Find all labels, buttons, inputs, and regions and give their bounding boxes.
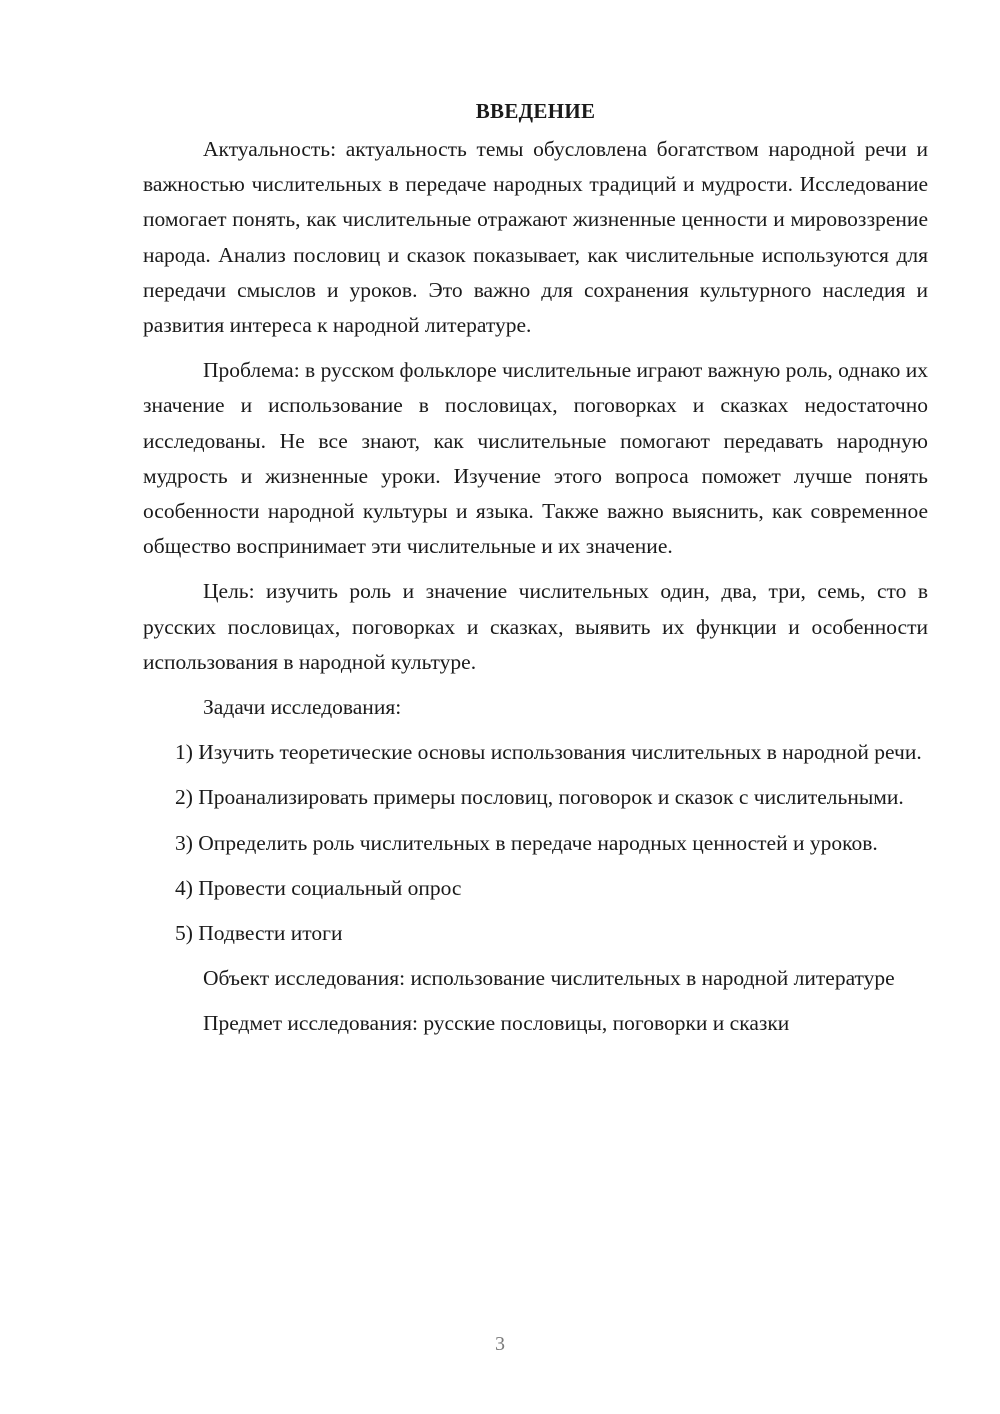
task-item-2: 2) Проанализировать примеры пословиц, поговорок и сказок с числительными. bbox=[175, 785, 904, 810]
task-item-3: 3) Определить роль числительных в передаче народных ценностей и уроков. bbox=[175, 830, 878, 855]
problem-paragraph: Проблема: в русском фольклоре числительные играют важную роль, однако их значение и использование в пословицах, поговорках и сказках недостаточно исследованы. Не все знают, как числительные помогают передавать народную мудрость и жизненные уроки. Изучение этого вопроса поможет лучше понять особенности народной культуры и языка. Также важно выяснить, как современное общество воспринимает эти числительные и их значение. bbox=[143, 358, 928, 559]
object-paragraph: Объект исследования: использование числительных в народной литературе bbox=[203, 966, 895, 991]
relevance-paragraph: Актуальность: актуальность темы обусловлена богатством народной речи и важностью числительных в передаче народных традиций и мудрости. Исследование помогает понять, как числительные отражают жизненные ценности и мировоззрение народа. Анализ пословиц и сказок показывает, как числительные используются для передачи смыслов и уроков. Это важно для сохранения культурного наследия и развития интереса к народной литературе. bbox=[143, 137, 928, 338]
task-item-4: 4) Провести социальный опрос bbox=[175, 875, 462, 900]
goal-paragraph: Цель: изучить роль и значение числительных один, два, три, семь, сто в русских пословицах, поговорках и сказках, выявить их функции и особенности использования в народной культуре. bbox=[143, 579, 928, 674]
task-item-1: 1) Изучить теоретические основы использования числительных в народной речи. bbox=[175, 740, 922, 765]
tasks-heading: Задачи исследования: bbox=[203, 695, 402, 720]
subject-paragraph: Предмет исследования: русские пословицы, поговорки и сказки bbox=[203, 1011, 790, 1036]
page-number: 3 bbox=[495, 1333, 505, 1355]
task-item-5: 5) Подвести итоги bbox=[175, 921, 343, 946]
page-title: ВВЕДЕНИЕ bbox=[475, 99, 596, 123]
page-content bbox=[143, 96, 928, 1052]
